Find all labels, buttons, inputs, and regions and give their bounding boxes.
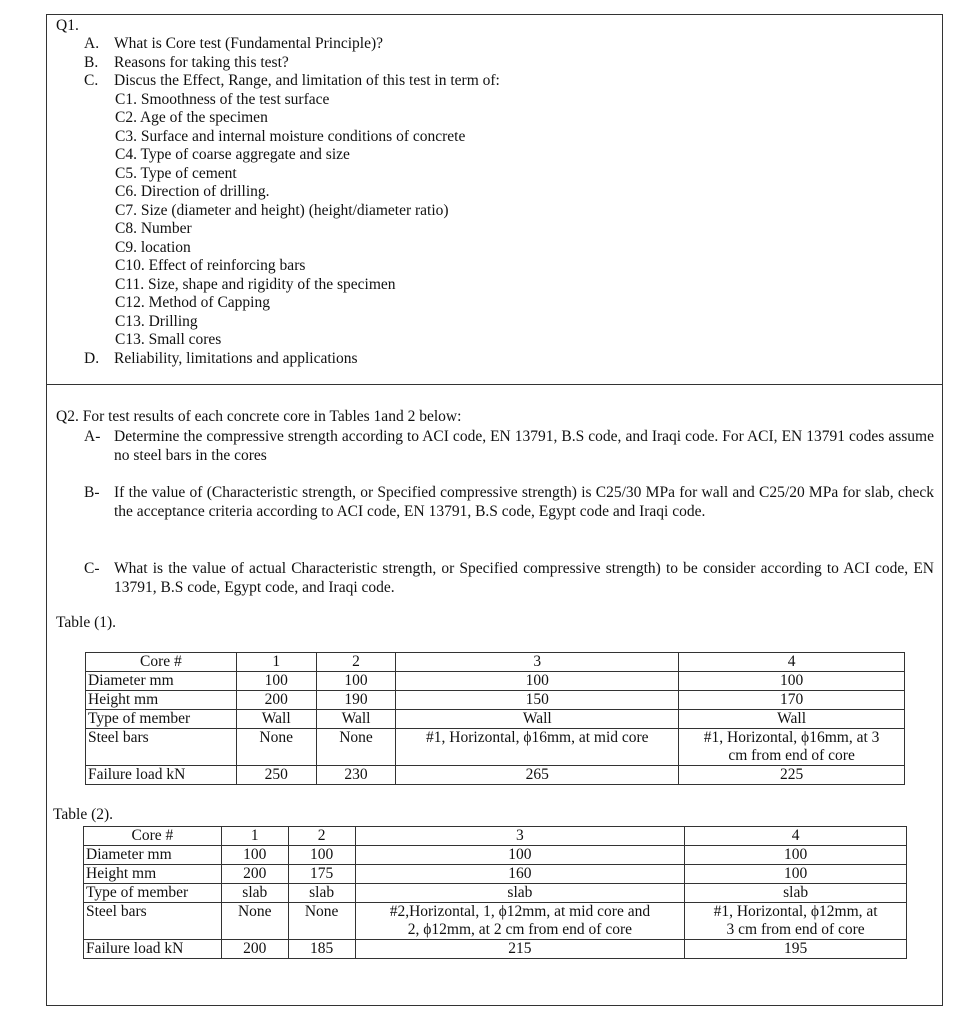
q1-title: Q1. (56, 17, 79, 34)
list-item: C5. Type of cement (115, 164, 237, 182)
section-divider (46, 384, 943, 385)
q1-sub-list (84, 91, 500, 350)
q1-item-b: B. Reasons for taking this test? (84, 53, 289, 71)
table-cell: None (316, 729, 396, 766)
row-header-cell: Height mm (84, 865, 222, 884)
list-item: C8. Number (115, 220, 192, 237)
list-item: C9. location (115, 238, 191, 256)
table-cell: 100 (288, 846, 355, 865)
row-header-cell: Diameter mm (86, 672, 237, 691)
table-cell: 100 (221, 846, 288, 865)
table-cell: 2 (316, 653, 396, 672)
list-item: C11. Size, shape and rigidity of the specimen (115, 275, 396, 293)
table-cell: 100 (316, 672, 396, 691)
table-cell: slab (288, 884, 355, 903)
table-cell: 265 (396, 766, 679, 785)
list-item: C13. Drilling (115, 312, 198, 330)
table-cell: 175 (288, 865, 355, 884)
table-row (84, 884, 907, 903)
list-item: C6. Direction of drilling. (115, 183, 270, 200)
table-cell: None (236, 729, 316, 766)
q2-part-a: A- Determine the compressive strength according to ACI code, EN 13791, B.S code, and Iraqi code. For ACI, EN 13791 codes assume no steel bars in the cores (84, 428, 934, 464)
list-item: C2. Age of the specimen (115, 109, 268, 126)
table-cell: Wall (396, 710, 679, 729)
row-header-cell: Steel bars (86, 729, 237, 766)
table-cell: 2 (288, 827, 355, 846)
table-cell: 200 (236, 691, 316, 710)
row-header-cell: Diameter mm (84, 846, 222, 865)
table-row (86, 653, 905, 672)
table2-label: Table (2). (53, 806, 114, 823)
table-cell: None (221, 903, 288, 940)
table1 (85, 652, 905, 785)
table-cell: 1 (236, 653, 316, 672)
table-row (86, 766, 905, 785)
table-cell: #1, Horizontal, ϕ16mm, at mid core (396, 729, 679, 766)
table-row (86, 691, 905, 710)
row-header-cell: Steel bars (84, 903, 222, 940)
row-header-cell: Type of member (84, 884, 222, 903)
table-cell: Wall (679, 710, 905, 729)
table-cell: 100 (236, 672, 316, 691)
table-cell: 3 (396, 653, 679, 672)
row-header-cell: Core # (86, 653, 237, 672)
q2-part-b: B- If the value of (Characteristic strength, or Specified compressive strength) is C25/30 MPa for wall and C25/20 MPa for slab, check the acceptance criteria according to ACI code, EN 13791, B.S code, Egypt code and Iraqi code. (84, 484, 934, 520)
list-item: C4. Type of coarse aggregate and size (115, 146, 350, 163)
table-cell: 200 (221, 940, 288, 959)
table-cell: 1 (221, 827, 288, 846)
table-cell: 215 (355, 940, 685, 959)
table-cell: 170 (679, 691, 905, 710)
table-cell: slab (685, 884, 907, 903)
q1-item-a: A. What is Core test (Fundamental Principle)? (84, 35, 384, 52)
table-cell: 4 (679, 653, 905, 672)
q2-title: Q2. For test results of each concrete core in Tables 1and 2 below: (56, 408, 462, 425)
table-cell: Wall (236, 710, 316, 729)
table-cell: 100 (396, 672, 679, 691)
table-cell: 100 (355, 846, 685, 865)
table-row (84, 865, 907, 884)
table1-label: Table (1). (56, 614, 117, 631)
table-cell: 100 (679, 672, 905, 691)
q1-list (84, 35, 500, 368)
table-cell: slab (355, 884, 685, 903)
table-row (84, 846, 907, 865)
row-header-cell: Failure load kN (84, 940, 222, 959)
table-cell: 225 (679, 766, 905, 785)
table-row (86, 672, 905, 691)
table-cell: #1, Horizontal, ϕ12mm, at 3 cm from end of core (685, 903, 907, 940)
table-cell: 195 (685, 940, 907, 959)
row-header-cell: Type of member (86, 710, 237, 729)
table-row (84, 940, 907, 959)
table-row (86, 729, 905, 766)
table-cell: 160 (355, 865, 685, 884)
list-item: C10. Effect of reinforcing bars (115, 257, 306, 274)
table-cell: 150 (396, 691, 679, 710)
table-cell: 190 (316, 691, 396, 710)
table-cell: 100 (685, 846, 907, 865)
table-row (84, 827, 907, 846)
table-cell: slab (221, 884, 288, 903)
list-item: C13. Small cores (115, 331, 222, 348)
table-cell: 4 (685, 827, 907, 846)
row-header-cell: Height mm (86, 691, 237, 710)
table-cell: 230 (316, 766, 396, 785)
list-item: C12. Method of Capping (115, 294, 270, 311)
table-cell: Wall (316, 710, 396, 729)
table2 (83, 826, 907, 959)
table-row (86, 710, 905, 729)
list-item: C3. Surface and internal moisture conditions of concrete (115, 127, 466, 145)
row-header-cell: Failure load kN (86, 766, 237, 785)
q1-item-c: C. Discus the Effect, Range, and limitation of this test in term of: (84, 72, 500, 89)
table-cell: None (288, 903, 355, 940)
table-cell: #1, Horizontal, ϕ16mm, at 3 cm from end of core (679, 729, 905, 766)
table-cell: 3 (355, 827, 685, 846)
list-item: C1. Smoothness of the test surface (115, 90, 330, 108)
table-cell: 100 (685, 865, 907, 884)
table-row (84, 903, 907, 940)
list-item: C7. Size (diameter and height) (height/diameter ratio) (115, 201, 449, 219)
table-cell: 200 (221, 865, 288, 884)
q1-item-d: D. Reliability, limitations and applications (84, 349, 358, 367)
q2-part-c: C- What is the value of actual Characteristic strength, or Specified compressive strength) to be consider according to ACI code, EN 13791, B.S code, Egypt code, and Iraqi code. (84, 560, 934, 596)
table-cell: 250 (236, 766, 316, 785)
table-cell: #2,Horizontal, 1, ϕ12mm, at mid core and 2, ϕ12mm, at 2 cm from end of core (355, 903, 685, 940)
row-header-cell: Core # (84, 827, 222, 846)
table-cell: 185 (288, 940, 355, 959)
